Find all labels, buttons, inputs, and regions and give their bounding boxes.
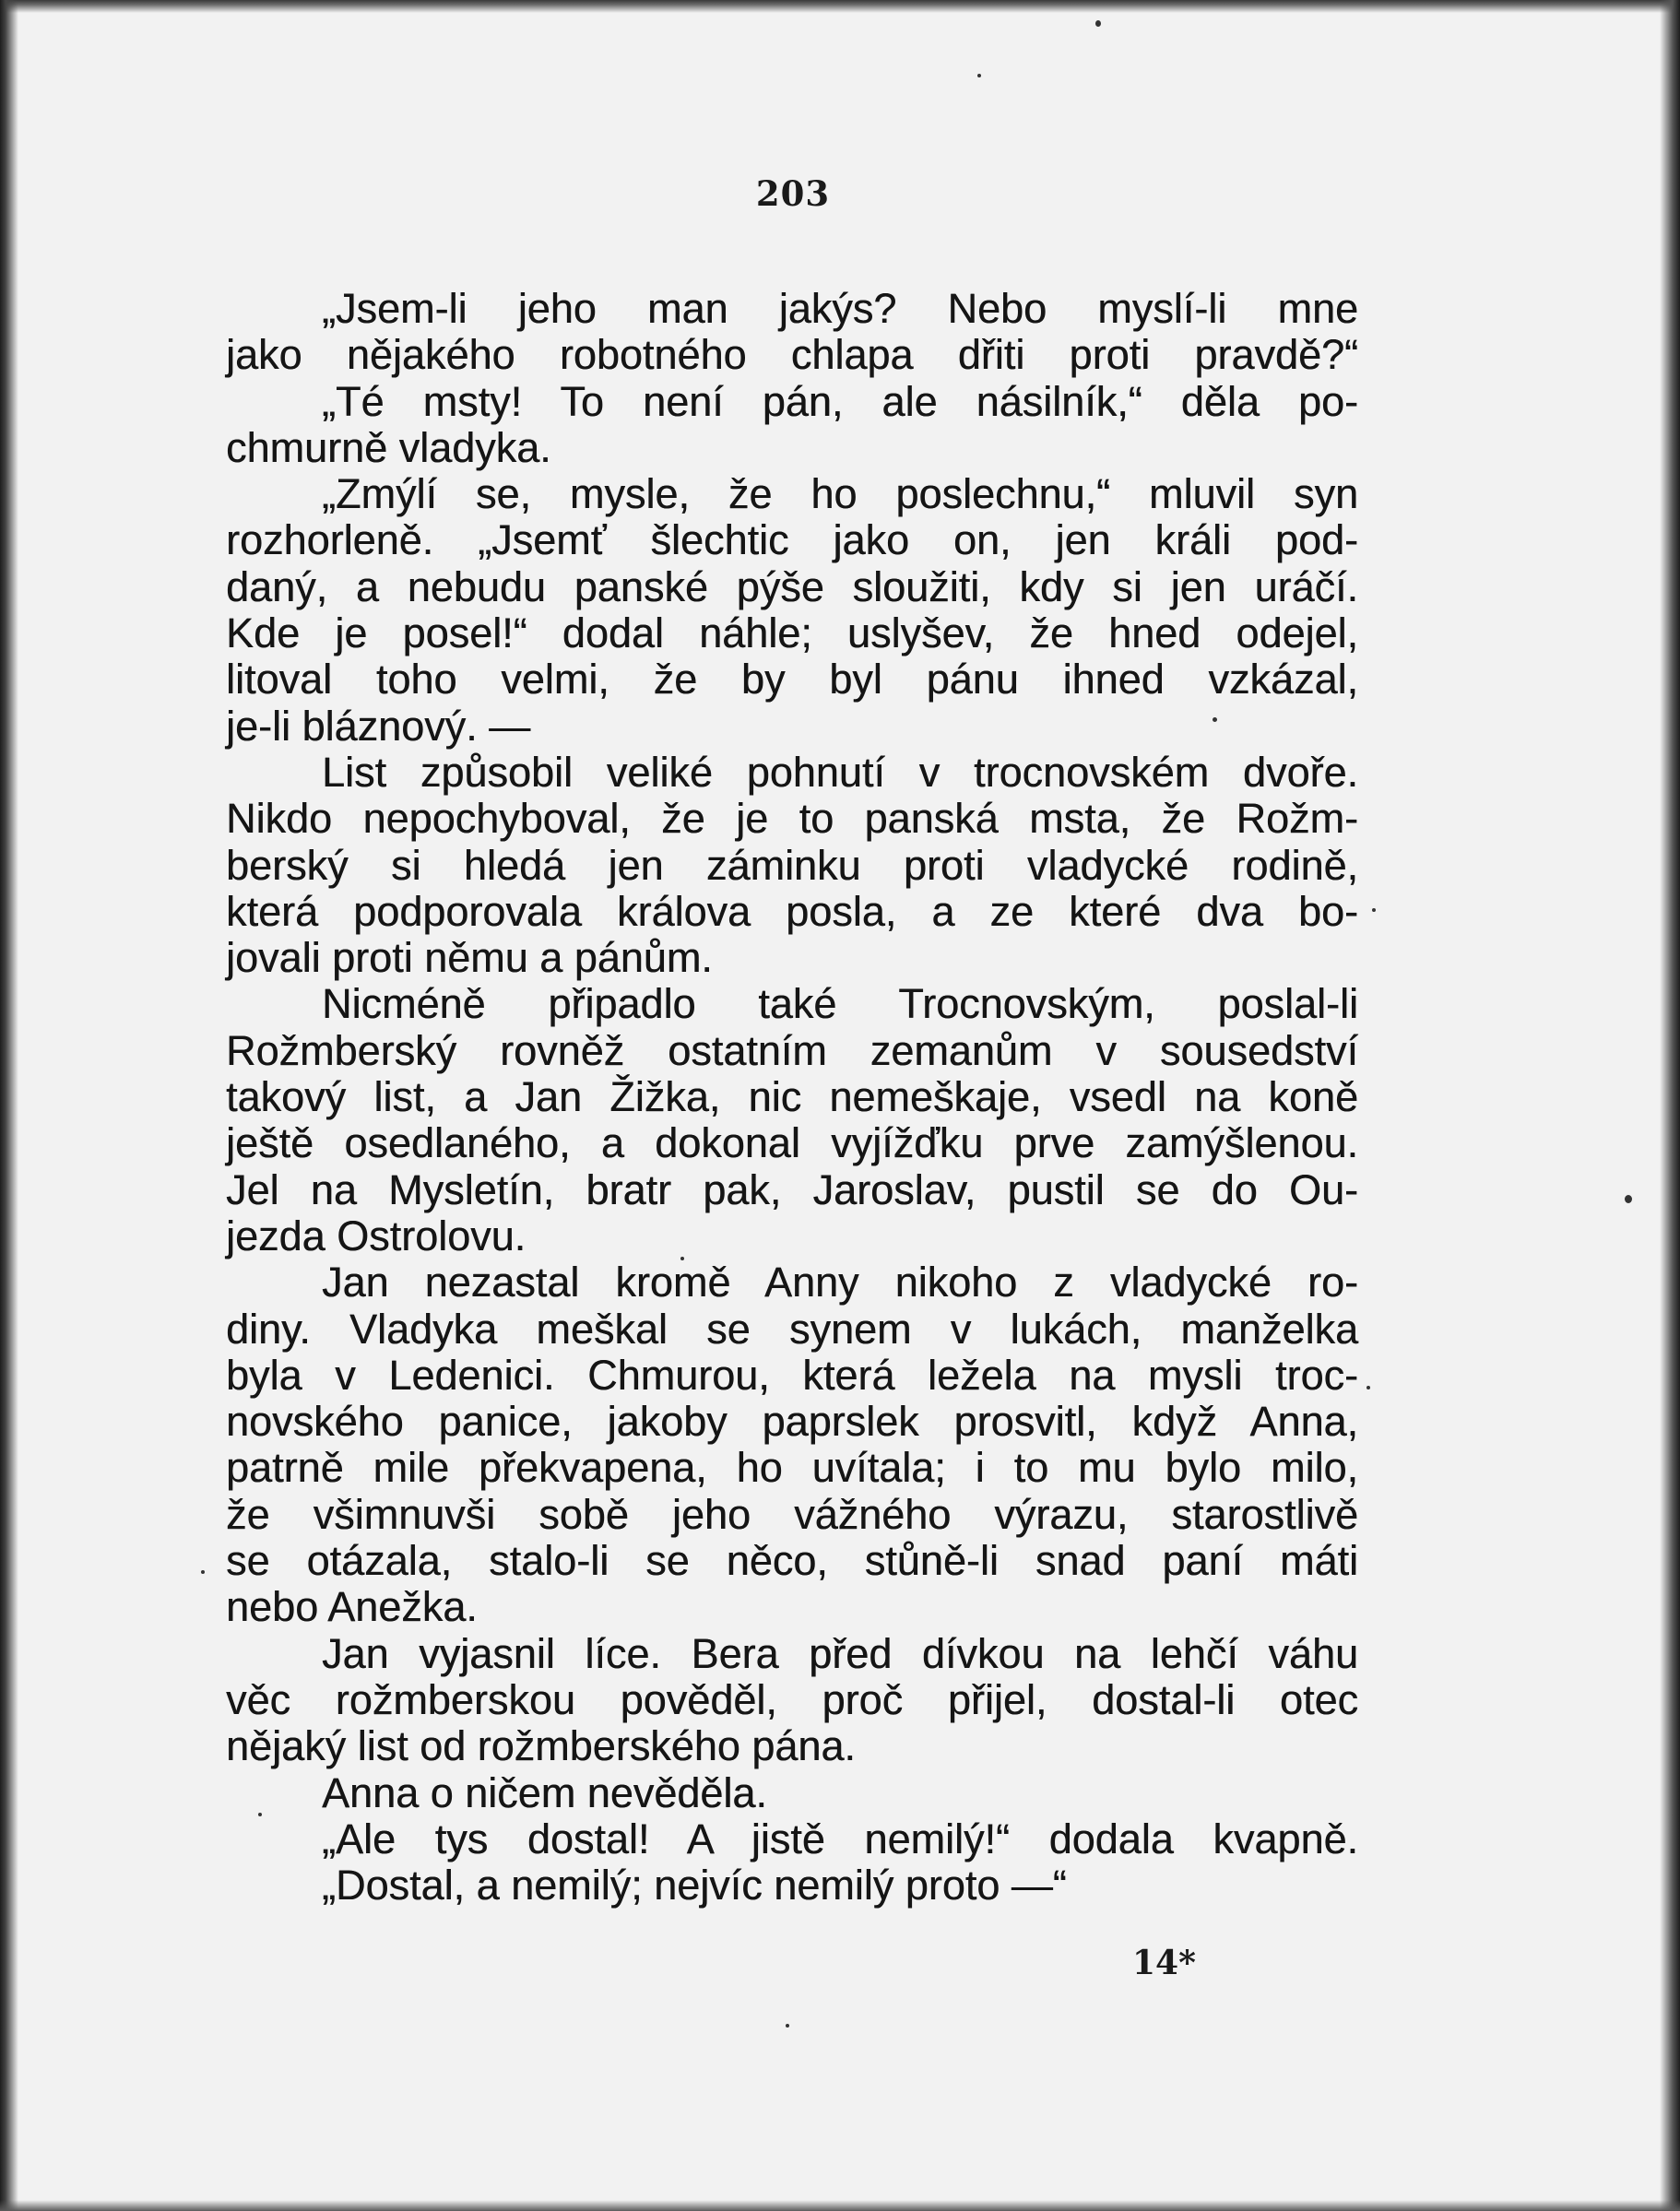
text-line: je-li bláznový. —: [226, 702, 531, 750]
scan-edge-right: [1660, 0, 1680, 2211]
text-line: Nikdo nepochyboval, že je to panská msta, že Rožm-: [226, 795, 1358, 843]
text-line: která podporovala králova posla, a ze které dva bo-: [226, 887, 1358, 935]
text-line: byla v Ledenici. Chmurou, která ležela na mysli troc-: [226, 1351, 1358, 1399]
text-line: patrně mile překvapena, ho uvítala; i to mu bylo milo,: [226, 1444, 1358, 1492]
text-line: „Dostal, a nemilý; nejvíc nemilý proto —“: [322, 1862, 1067, 1910]
text-line: „Té msty! To není pán, ale násilník,“ děla po-: [322, 377, 1358, 425]
text-line: nějaký list od rožmberského pána.: [226, 1722, 856, 1770]
text-line: jovali proti němu a pánům.: [226, 934, 713, 982]
text-line: daný, a nebudu panské pýše sloužiti, kdy si jen uráčí.: [226, 562, 1358, 610]
text-line: rozhorleně. „Jsemť šlechtic jako on, jen králi pod-: [226, 516, 1358, 564]
text-line: „Zmýlí se, mysle, že ho poslechnu,“ mluvil syn: [322, 470, 1358, 518]
scan-speck: [1366, 1386, 1370, 1389]
text-line: Jel na Mysletín, bratr pak, Jaroslav, pustil se do Ou-: [226, 1165, 1358, 1213]
scan-speck: [977, 74, 981, 77]
body-text: [226, 286, 1358, 1909]
text-line: List způsobil veliké pohnutí v trocnovském dvoře.: [322, 748, 1358, 796]
text-line: Jan vyjasnil líce. Bera před dívkou na lehčí váhu: [322, 1629, 1358, 1677]
text-line: chmurně vladyka.: [226, 423, 551, 471]
text-line: Rožmberský rovněž ostatním zemanům v sousedství: [226, 1026, 1358, 1074]
text-line: diny. Vladyka meškal se synem v lukách, manželka: [226, 1305, 1358, 1353]
text-line: „Ale tys dostal! A jistě nemilý!“ dodala kvapně.: [322, 1815, 1358, 1862]
text-line: se otázala, stalo-li se něco, stůně-li snad paní máti: [226, 1537, 1358, 1585]
scan-edge-bottom: [0, 2200, 1680, 2211]
text-line: nebo Anežka.: [226, 1583, 478, 1631]
scan-speck: [201, 1570, 205, 1574]
scan-speck: [786, 2024, 789, 2028]
scan-speck: [1372, 908, 1376, 912]
scan-edge-left: [0, 0, 18, 2211]
text-line: Kde je posel!“ dodal náhle; uslyšev, že hned odejel,: [226, 609, 1358, 657]
text-line: novského panice, jakoby paprslek prosvitl, když Anna,: [226, 1398, 1358, 1446]
text-line: jako nějakého robotného chlapa dřiti proti pravdě?“: [226, 331, 1358, 379]
scan-speck: [1625, 1195, 1632, 1203]
text-line: ještě osedlaného, a dokonal vyjížďku prve zamýšlenou.: [226, 1119, 1358, 1167]
text-line: věc rožmberskou pověděl, proč přijel, dostal-li otec: [226, 1675, 1358, 1723]
scan-speck: [1095, 20, 1101, 27]
text-line: Nicméně připadlo také Trocnovským, poslal-li: [322, 980, 1358, 1028]
text-line: „Jsem-li jeho man jakýs? Nebo myslí-li mne: [322, 285, 1358, 332]
page-number: 203: [755, 173, 831, 214]
signature-mark: 14*: [1132, 1944, 1196, 1982]
text-line: berský si hledá jen záminku proti vladycké rodině,: [226, 841, 1358, 889]
text-line: litoval toho velmi, že by byl pánu ihned vzkázal,: [226, 656, 1358, 704]
text-line: že všimnuvši sobě jeho vážného výrazu, starostlivě: [226, 1490, 1358, 1538]
text-line: takový list, a Jan Žižka, nic nemeškaje, vsedl na koně: [226, 1073, 1358, 1121]
text-line: jezda Ostrolovu.: [226, 1212, 526, 1259]
scan-edge-top: [0, 0, 1680, 13]
text-line: Jan nezastal kromě Anny nikoho z vladycké ro-: [322, 1259, 1358, 1306]
text-line: Anna o ničem nevěděla.: [322, 1768, 767, 1816]
